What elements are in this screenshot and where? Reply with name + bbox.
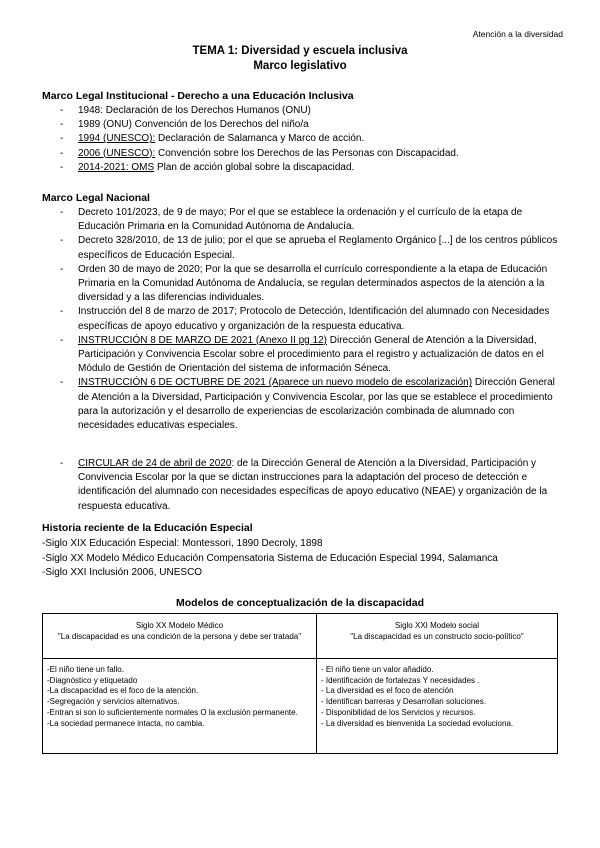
- link-1994-unesco[interactable]: 1994 (UNESCO):: [78, 133, 156, 145]
- list-item: -Segregación y servicios alternativos.: [47, 697, 180, 707]
- list-item: - Instrucción del 8 de marzo de 2017; Protocolo de Detección, Identificación del alumnado con Necesidades específicas de apoyo educativo y organización de la respuesta educativa.: [60, 306, 550, 332]
- link-2014-oms[interactable]: 2014-2021: OMS: [78, 161, 155, 173]
- list-item: - La diversidad es bienvenida La sociedad evoluciona.: [321, 718, 514, 728]
- list-item: - 1948: Declaración de los Derechos Humanos (ONU): [60, 105, 311, 116]
- link-instruccion-marzo-2021[interactable]: INSTRUCCIÓN 8 DE MARZO DE 2021 (Anexo II pg 12): [78, 334, 327, 346]
- list-item: - Orden 30 de mayo de 2020; Por la que se desarrolla el currículo correspondiente a la etapa de Educación Primaria en la Comunidad Autónoma de Andalucía, se regulan determinados aspectos de la atención a la diversidad y a las diferencias individuales.: [60, 263, 548, 304]
- list-item: - Disponibilidad de los Servicios y recursos.: [321, 707, 476, 717]
- list-marco-nacional: [60, 206, 560, 433]
- list-item: - 1989 (ONU) Convención de los Derechos del niño/a: [60, 119, 309, 131]
- list-item: - 2006 (UNESCO): Convención sobre los Derechos de las Personas con Discapacidad.: [60, 147, 459, 159]
- link-circular-2020[interactable]: CIRCULAR de 24 de abril de 2020: [78, 458, 232, 469]
- list-circular: [60, 457, 560, 514]
- list-item: -Entran si son lo suficientemente normales O la exclusión permanente.: [47, 707, 298, 717]
- list-item: -La sociedad permanece intacta, no cambia.: [47, 718, 205, 728]
- list-marco-institucional: [60, 104, 560, 175]
- list-item: - Identificación de fortalezas Y necesidades .: [321, 675, 480, 685]
- models-table: [42, 613, 558, 754]
- list-item: - 2014-2021: OMS Plan de acción global sobre la discapacidad.: [60, 161, 355, 173]
- list-item: - INSTRUCCIÓN 6 DE OCTUBRE DE 2021 (Aparece un nuevo modelo de escolarización) Dirección General de Atención a la Diversidad, Participación y Convivencia Escolar, por las que se establece el procedimiento para la autorización y el desarrollo de experiencias de escolarización combinada de alumnado con necesidades educativas especiales.: [60, 377, 555, 432]
- header-modelo-social: [317, 614, 558, 659]
- historia-line: -Siglo XIX Educación Especial: Montessori, 1890 Decroly, 1898: [42, 538, 323, 549]
- historia-line: -Siglo XX Modelo Médico Educación Compensatoria Sistema de Educación Especial 1994, Salamanca: [42, 552, 498, 564]
- table-title: Modelos de conceptualización de la discapacidad: [176, 597, 424, 609]
- list-item: - Identifican barreras y Desarrollan soluciones.: [321, 697, 486, 707]
- list-item: - Decreto 328/2010, de 13 de julio; por el que se aprueba el Reglamento Orgánico [...] de los centros públicos específicos de Educación Especial.: [60, 235, 558, 261]
- modelo-social-title: Siglo XXI Modelo social: [394, 621, 480, 630]
- heading-marco-institucional: Marco Legal Institucional - Derecho a una Educación Inclusiva: [42, 90, 354, 102]
- modelo-social-quote: "La discapacidad es un constructo socio-político": [350, 632, 524, 641]
- title-line-1: TEMA 1: Diversidad y escuela inclusiva: [192, 45, 408, 57]
- page-title: [0, 44, 600, 74]
- link-instruccion-octubre-2021[interactable]: INSTRUCCIÓN 6 DE OCTUBRE DE 2021 (Aparece un nuevo modelo de escolarización): [78, 377, 473, 389]
- list-item: - CIRCULAR de 24 de abril de 2020: de la Dirección General de Atención a la Diversidad, Participación y Convivencia Escolar por la que se dictan instrucciones para la adaptación del proceso de detección e identificación del alumnado con necesidades específicas de apoyo educativo (NEAE) y organización de la respuesta educativa.: [60, 458, 548, 512]
- list-item: -La discapacidad es el foco de la atención.: [47, 686, 199, 696]
- historia-lines: [42, 537, 498, 581]
- heading-marco-nacional: Marco Legal Nacional: [42, 192, 150, 204]
- historia-line: -Siglo XXI Inclusión 2006, UNESCO: [42, 567, 203, 578]
- title-line-2: Marco legislativo: [253, 60, 347, 72]
- header-modelo-medico: [43, 614, 317, 659]
- running-header: Atención a la diversidad: [472, 29, 563, 39]
- modelo-medico-list: [43, 659, 317, 754]
- link-2006-unesco[interactable]: 2006 (UNESCO):: [78, 147, 156, 159]
- list-item: -Diagnóstico y etiquetado: [47, 675, 138, 685]
- list-item: - Decreto 101/2023, de 9 de mayo; Por el que se establece la ordenación y el currículo de la etapa de Educación Primaria en la Comunidad Autónoma de Andalucía.: [60, 207, 523, 233]
- list-item: - INSTRUCCIÓN 8 DE MARZO DE 2021 (Anexo II pg 12) Dirección General de Atención a la Diversidad, Participación y Convivencia Escolar sobre el procedimiento para el registro y actualización de datos en el Módulo de Gestión de Orientación del sistema de información Séneca.: [60, 334, 544, 375]
- heading-historia: Historia reciente de la Educación Especial: [42, 522, 253, 534]
- modelo-medico-quote: "La discapacidad es una condición de la persona y debe ser tratada": [57, 632, 302, 641]
- modelo-social-list: [317, 659, 558, 754]
- list-item: - 1994 (UNESCO): Declaración de Salamanca y Marco de acción.: [60, 133, 365, 145]
- list-item: -El niño tiene un fallo.: [47, 665, 124, 674]
- modelo-medico-title: Siglo XX Modelo Médico: [135, 621, 224, 630]
- list-item: - El niño tiene un valor añadido.: [321, 665, 434, 674]
- list-item: - La diversidad es el foco de atención: [321, 686, 454, 696]
